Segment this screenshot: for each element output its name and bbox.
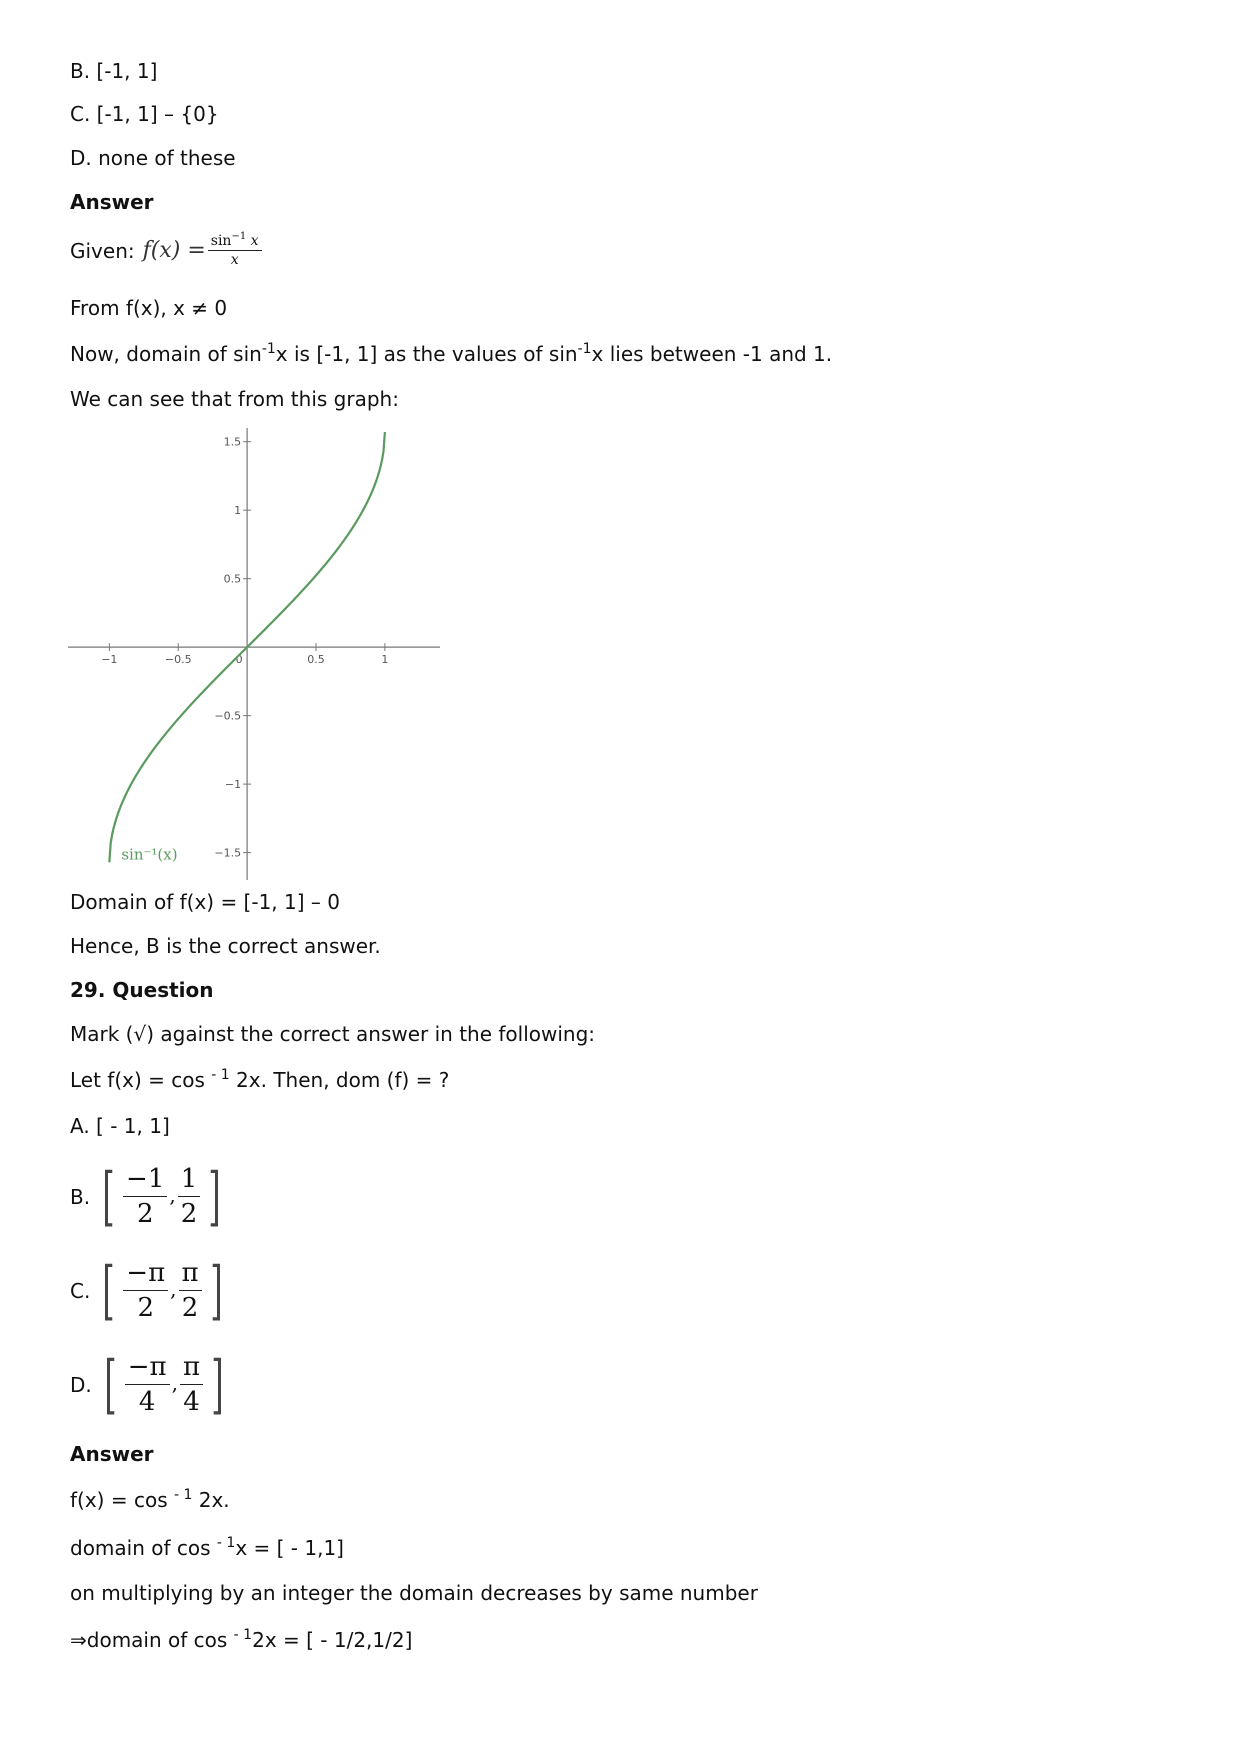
x-tick-label: 1 [381,653,389,667]
option-d-num-1: −π [125,1350,170,1385]
y-tick-label: 1.5 [223,435,242,449]
domain-pre: Now, domain of sin [70,342,262,366]
curve-label: sin⁻¹(x) [121,845,178,864]
y-tick-label: −1 [224,778,242,792]
option-c-den-1: 2 [137,1293,154,1323]
given-num: sin [210,233,232,249]
option-c-label: C. [70,1278,91,1303]
question-29-option-c [70,1253,229,1328]
hence-line: Hence, B is the correct answer. [70,934,381,958]
from-fx-line: From f(x), x ≠ 0 [70,296,228,320]
option-c-den-2: 2 [181,1293,199,1323]
left-bracket: [ [104,1347,117,1422]
question-29-stem [70,1066,449,1094]
ans1-exp: - 1 [173,1487,193,1503]
question-29-option-b [70,1159,227,1234]
given-label: Given: [70,238,135,263]
implies-arrow-icon: ⇒ [70,1628,87,1652]
option-b-den-2: 2 [180,1199,198,1229]
answer-line-3: on multiplying by an integer the domain decreases by same number [70,1581,758,1605]
option-b: B. [-1, 1] [70,59,158,83]
question-29-heading: 29. Question [70,978,214,1002]
arcsin-graph [68,428,440,880]
question-29-instruction: Mark (√) against the correct answer in the following: [70,1022,596,1046]
given-den: x [230,252,239,268]
given-line [70,232,264,269]
option-d-label: D. [70,1372,92,1397]
option-c-comma: , [170,1277,177,1301]
option-d-num-2: π [180,1350,203,1385]
option-b-num-1: −1 [123,1162,167,1197]
x-tick-label: 0 [235,653,243,667]
x-tick-label: −1 [101,653,118,667]
x-tick-label: −0.5 [164,653,192,667]
ans4-exp: - 1 [233,1627,253,1643]
ans2-pre: domain of cos [70,1536,217,1560]
ans2-post: x = [ - 1,1] [235,1536,344,1560]
ans4-post: 2x = [ - 1/2,1/2] [252,1628,413,1652]
question-29-option-d [70,1347,230,1422]
y-tick-label: 0.5 [223,572,242,586]
domain-exp-2: -1 [577,341,592,357]
left-bracket: [ [102,1159,115,1234]
answer-line-1 [70,1486,230,1514]
y-tick-label: −0.5 [214,709,242,723]
option-c-num-1: −π [123,1256,168,1291]
option-b-den-1: 2 [136,1199,154,1229]
right-bracket: ] [208,1159,222,1234]
right-bracket: ] [209,1253,223,1328]
question-29-option-a: A. [ - 1, 1] [70,1114,170,1138]
option-c: C. [-1, 1] – {0} [70,102,219,126]
answer-line-2 [70,1534,344,1562]
given-fraction [208,232,262,269]
domain-sentence [70,340,832,368]
option-d: D. none of these [70,146,236,170]
answer-line-4 [70,1626,412,1654]
y-tick-label: 1 [234,504,242,518]
stem-pre: Let f(x) = cos [70,1068,212,1092]
ans2-exp: - 1 [216,1535,236,1551]
option-d-den-2: 4 [183,1387,200,1417]
option-b-label: B. [70,1184,91,1209]
given-num-var: x [250,233,259,249]
stem-exp: - 1 [211,1067,230,1083]
option-c-num-2: π [179,1256,202,1291]
question-29-answer-heading: Answer [70,1442,154,1466]
right-bracket: ] [211,1347,224,1422]
given-fx: f(x) = [142,237,206,263]
domain-fx-line: Domain of f(x) = [-1, 1] – 0 [70,890,340,914]
left-bracket: [ [102,1253,116,1328]
answer-heading: Answer [70,190,154,214]
option-b-comma: , [169,1183,176,1207]
graph-intro: We can see that from this graph: [70,387,399,411]
option-d-comma: , [171,1371,178,1395]
stem-post: 2x. Then, dom (f) = ? [229,1068,450,1092]
domain-post: x lies between -1 and 1. [591,342,833,366]
ans1-post: 2x. [192,1488,230,1512]
option-d-den-1: 4 [138,1387,156,1417]
y-tick-label: −1.5 [214,846,242,860]
option-b-num-2: 1 [178,1162,201,1197]
domain-exp-1: -1 [261,341,276,357]
ans1-pre: f(x) = cos [70,1488,174,1512]
domain-mid: x is [-1, 1] as the values of sin [275,342,578,366]
x-tick-label: 0.5 [307,653,325,667]
given-num-exp: −1 [231,231,247,242]
ans4-pre: domain of cos [86,1628,234,1652]
